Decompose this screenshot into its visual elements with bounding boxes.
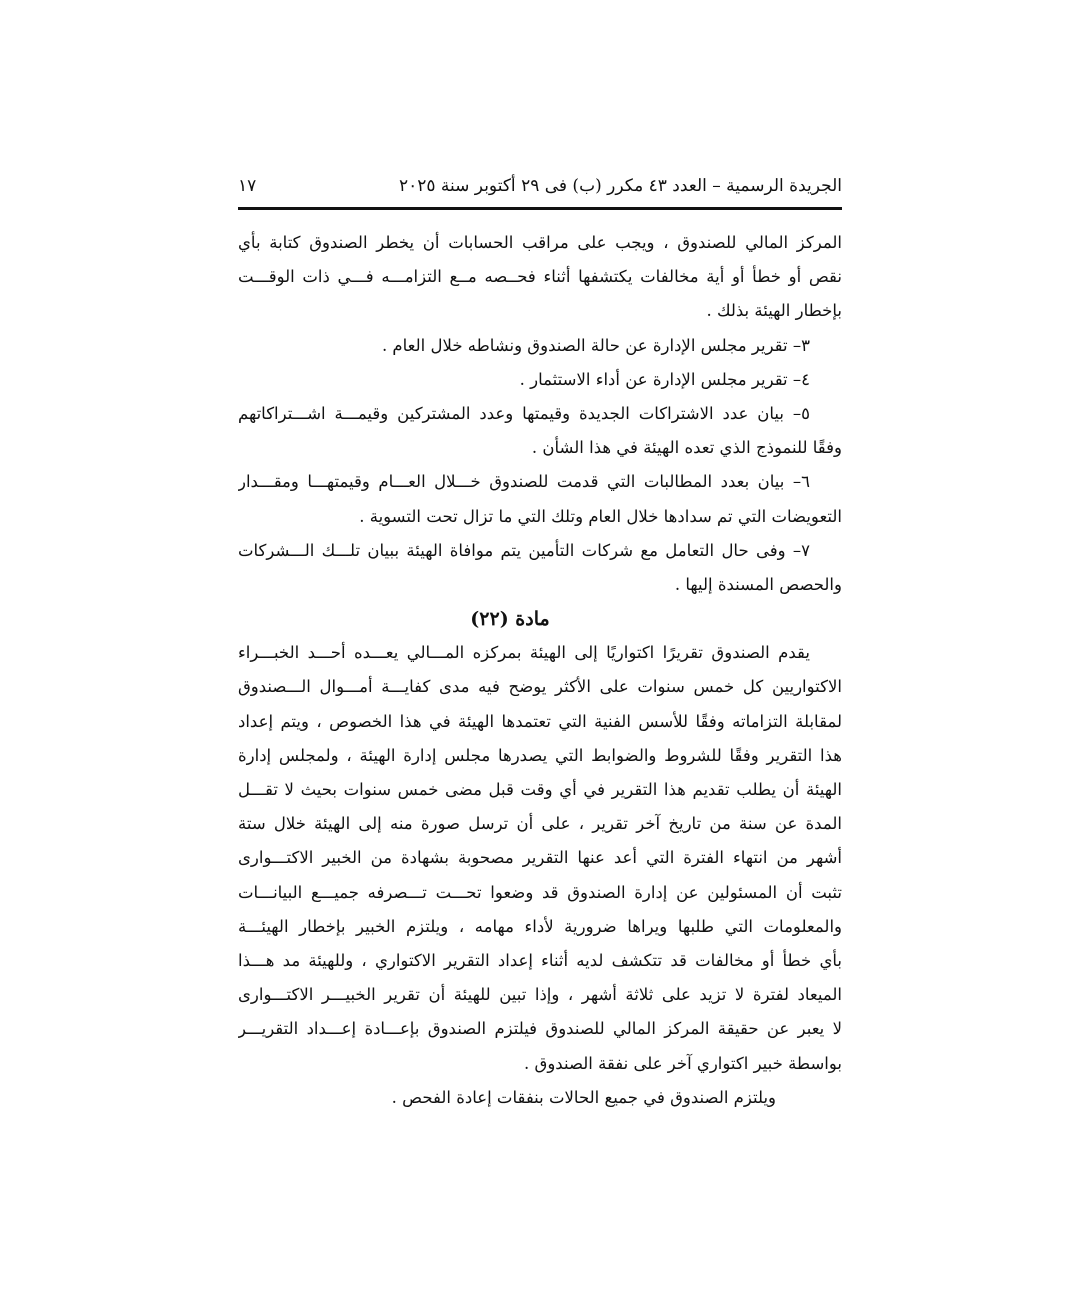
article-text-line: أشهر من انتهاء الفترة التي أعد عنها التقرير مصحوبة بشهادة من الخبير الاكتـــوارى: [238, 848, 842, 868]
text-line: والحصص المسندة إليها .: [674, 574, 842, 594]
text-line: التعويضات التي تم سدادها خلال العام وتلك التي ما تزال تحت التسوية .: [359, 506, 842, 526]
list-item-7: ٧– وفى حال التعامل مع شركات التأمين يتم موافاة الهيئة ببيان تلـــك الـــشركات: [238, 540, 810, 560]
gazette-title: الجريدة الرسمية – العدد ٤٣ مكرر (ب) فى ٢٩ أكتوبر سنة ٢٠٢٥: [398, 176, 842, 196]
text-line: بإخطار الهيئة بذلك .: [706, 301, 842, 321]
article-text-line: يقدم الصندوق تقريرًا اكتواريًا إلى الهيئة بمركزه المـــالي يعـــده أحـــد الخبـــراء: [238, 643, 810, 663]
article-heading: مادة (٢٢): [470, 608, 550, 631]
text-line: المركز المالي للصندوق ، ويجب على مراقب الحسابات أن يخطر الصندوق كتابة بأي: [238, 233, 842, 252]
list-item-6: ٦– بيان بعدد المطالبات التي قدمت للصندوق خـــلال العـــام وقيمتهـــا ومقـــدار: [238, 472, 810, 492]
article-text-line: بواسطة خبير اكتواري آخر على نفقة الصندوق .: [524, 1053, 842, 1073]
list-item-3: ٣– تقرير مجلس الإدارة عن حالة الصندوق ونشاطه خلال العام .: [381, 335, 810, 355]
article-text-line: الميعاد لفترة لا تزيد على ثلاثة أشهر ، وإذا تبين للهيئة أن تقرير الخبيـــر الاكتـــوارى: [238, 985, 842, 1005]
article-text-line: الهيئة أن يطلب تقديم هذا التقرير في أي وقت قبل مضى خمس سنوات بحيث لا تقـــل: [238, 780, 842, 799]
article-text-line: تثبت أن المسئولين عن إدارة الصندوق قد وضعوا تحـــت تـــصرفه جميـــع البيانـــات: [238, 882, 842, 902]
article-text-line: والمعلومات التي طلبها ويراها ضرورية لأداء مهامه ، ويلتزم الخبير بإخطار الهيئـــة: [238, 916, 842, 936]
article-text-line: بأي خطأ أو مخالفات قد تتكشف لديه أثناء إعداد التقرير الاكتواري ، وللهيئة مد هـــذا: [238, 950, 842, 970]
article-text-line: ويلتزم الصندوق في جميع الحالات بنفقات إعادة الفحص .: [391, 1087, 776, 1107]
article-text-line: المدة عن سنة من تاريخ آخر تقرير ، على أن ترسل صورة منه إلى الهيئة خلال ستة: [238, 814, 842, 834]
header-divider: [238, 207, 842, 210]
page-header: [238, 172, 842, 200]
article-text-line: هذا التقرير وفقًا للشروط والضوابط التي يصدرها مجلس إدارة الهيئة ، ولمجلس إدارة: [238, 745, 842, 765]
list-item-5: ٥– بيان عدد الاشتراكات الجديدة وقيمتها وعدد المشتركين وقيمـــة اشـــتراكاتهم: [238, 403, 810, 423]
list-item-4: ٤– تقرير مجلس الإدارة عن أداء الاستثمار .: [519, 369, 810, 389]
article-text-line: لمقابلة التزاماته وفقًا للأسس الفنية التي تعتمدها الهيئة في هذا الخصوص ، ويتم إعداد: [238, 711, 842, 731]
document-body: [238, 226, 842, 1115]
text-line: نقص أو خطأ أو أية مخالفات يكتشفها أثناء فحــصه مــع التزامـــه فـــي ذات الوقـــت: [238, 267, 842, 287]
text-line: وفقًا للنموذج الذي تعده الهيئة في هذا الشأن .: [531, 438, 842, 458]
article-text-line: الاكتواريين كل خمس سنوات على الأكثر يوضح فيه مدى كفايـــة أمـــوال الـــصندوق: [238, 677, 842, 697]
page-number: ١٧: [238, 176, 257, 196]
article-text-line: لا يعبر عن حقيقة المركز المالي للصندوق فيلتزم الصندوق بإعـــادة إعـــداد التقريـــر: [238, 1019, 842, 1039]
